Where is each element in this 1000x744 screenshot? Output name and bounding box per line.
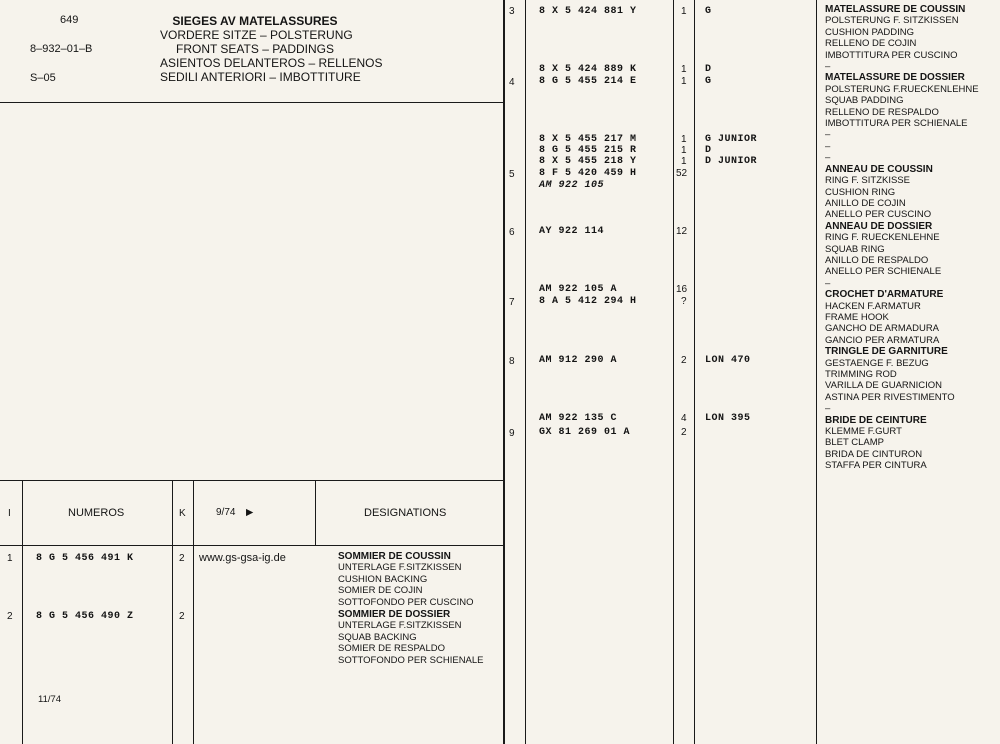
part-number: AY 922 114 xyxy=(539,226,605,237)
quantity: 2 xyxy=(179,553,185,564)
quantity: 2 xyxy=(179,611,185,622)
quantity: 1 xyxy=(681,156,687,167)
row-index: 9 xyxy=(509,428,515,439)
desc-line: SQUAB RING xyxy=(825,243,885,255)
variant: LON 395 xyxy=(705,413,751,424)
part-number: AM 912 290 A xyxy=(539,355,618,366)
desc-line: KLEMME F.GURT xyxy=(825,426,902,438)
row-index: 3 xyxy=(509,6,515,17)
section-code: S–05 xyxy=(30,72,56,84)
desc-line: SOMIER DE RESPALDO xyxy=(338,643,445,655)
rule-right-col-k xyxy=(694,0,695,744)
rule-left-col-desc xyxy=(315,480,316,546)
desc-line: TRIMMING ROD xyxy=(825,369,897,380)
desc-line: – xyxy=(825,140,831,152)
desc-line: MATELASSURE DE DOSSIER xyxy=(825,72,965,84)
variant: D xyxy=(705,64,712,75)
desc-line: RELLENO DE RESPALDO xyxy=(825,106,939,118)
part-number: 8 X 5 455 218 Y xyxy=(539,156,637,167)
quantity: 1 xyxy=(681,6,687,17)
quantity: 1 xyxy=(681,64,687,75)
part-number: 8 A 5 412 294 H xyxy=(539,296,637,307)
rule-table-header-bottom xyxy=(0,545,504,546)
variant: G xyxy=(705,6,712,17)
desc-line: ANILLO DE RESPALDO xyxy=(825,254,929,266)
page-number: 649 xyxy=(60,14,79,26)
part-number: 8 G 5 456 491 K xyxy=(36,553,134,564)
rule-right-col-num xyxy=(673,0,674,744)
desc-line: ANILLO DE COJIN xyxy=(825,197,906,209)
footer-date: 11/74 xyxy=(38,694,62,705)
part-designation xyxy=(825,4,979,472)
desc-line: BRIDE DE CEINTURE xyxy=(825,414,927,426)
desc-line: SQUAB BACKING xyxy=(338,631,417,643)
row-index: 7 xyxy=(509,297,515,308)
part-number: 8 G 5 455 214 E xyxy=(539,76,637,87)
row-index: 1 xyxy=(7,553,13,564)
row-index: 2 xyxy=(7,611,13,622)
website-text: www.gs-gsa-ig.de xyxy=(199,552,286,564)
desc-line: POLSTERUNG F.RUECKENLEHNE xyxy=(825,83,979,95)
desc-line: SOTTOFONDO PER SCHIENALE xyxy=(338,654,484,666)
reference-code: 8–932–01–B xyxy=(30,43,93,55)
quantity: 52 xyxy=(676,168,688,179)
desc-line: SOMMIER DE COUSSIN xyxy=(338,551,451,562)
part-number: AM 922 105 A xyxy=(539,284,618,295)
rule-left-col-i xyxy=(22,480,23,744)
part-number: 8 G 5 455 215 R xyxy=(539,145,637,156)
variant: G JUNIOR xyxy=(705,134,758,145)
desc-line: CUSHION PADDING xyxy=(825,26,915,38)
quantity: 2 xyxy=(681,427,687,438)
title-line: ASIENTOS DELANTEROS – RELLENOS xyxy=(160,56,383,70)
desc-line: SOTTOFONDO PER CUSCINO xyxy=(338,596,474,608)
quantity: 12 xyxy=(676,226,688,237)
date-arrow-icon: ▶ xyxy=(246,507,254,518)
rule-right-col-i xyxy=(525,0,526,744)
desc-line: GANCIO PER ARMATURA xyxy=(825,334,940,346)
desc-line: UNTERLAGE F.SITZKISSEN xyxy=(338,620,462,632)
desc-line: SQUAB PADDING xyxy=(825,95,904,107)
desc-line: – xyxy=(825,61,831,73)
part-number: 8 X 5 424 889 K xyxy=(539,64,637,75)
quantity: ? xyxy=(681,296,687,307)
quantity: 4 xyxy=(681,413,687,424)
desc-line: ASTINA PER RIVESTIMENTO xyxy=(825,391,955,403)
title-line: SIEGES AV MATELASSURES xyxy=(172,14,338,28)
rule-header-bottom xyxy=(0,102,504,103)
desc-line: GANCHO DE ARMADURA xyxy=(825,323,940,335)
desc-line: GESTAENGE F. BEZUG xyxy=(825,357,929,369)
quantity: 1 xyxy=(681,145,687,156)
desc-line: – xyxy=(825,403,831,415)
part-number: GX 81 269 01 A xyxy=(539,427,631,438)
desc-line: – xyxy=(825,277,831,289)
quantity: 1 xyxy=(681,76,687,87)
desc-line: CUSHION RING xyxy=(825,186,896,198)
desc-line: BLET CLAMP xyxy=(825,437,884,449)
desc-line: RELLENO DE COJIN xyxy=(825,38,917,50)
rule-left-vertical-main xyxy=(503,0,505,744)
desc-line: FRAME HOOK xyxy=(825,311,889,323)
desc-line: – xyxy=(825,152,831,164)
part-number: 8 G 5 456 490 Z xyxy=(36,611,134,622)
row-index: 4 xyxy=(509,77,515,88)
title-line: SEDILI ANTERIORI – IMBOTTITURE xyxy=(160,70,361,84)
title-line: VORDERE SITZE – POLSTERUNG xyxy=(160,28,353,42)
desc-line: IMBOTTITURA PER CUSCINO xyxy=(825,49,958,61)
row-index: 8 xyxy=(509,356,515,367)
part-number: AM 922 105 xyxy=(539,180,605,191)
variant: LON 470 xyxy=(705,355,751,366)
desc-line: SOMMIER DE DOSSIER xyxy=(338,609,451,620)
part-designation xyxy=(338,551,473,608)
desc-line: MATELASSURE DE COUSSIN xyxy=(825,4,966,15)
quantity: 16 xyxy=(676,284,688,295)
desc-line: RING F. SITZKISSE xyxy=(825,175,910,187)
part-number: 8 X 5 455 217 M xyxy=(539,134,637,145)
variant: G xyxy=(705,76,712,87)
variant: D JUNIOR xyxy=(705,156,758,167)
col-header-designations: DESIGNATIONS xyxy=(364,507,447,519)
col-header-numeros: NUMEROS xyxy=(68,507,125,519)
col-header-date: 9/74 xyxy=(216,507,236,518)
variant: D xyxy=(705,145,712,156)
part-number: 8 F 5 420 459 H xyxy=(539,168,637,179)
desc-line: UNTERLAGE F.SITZKISSEN xyxy=(338,562,462,574)
desc-line: RING F. RUECKENLEHNE xyxy=(825,232,940,244)
quantity: 2 xyxy=(681,355,687,366)
row-index: 5 xyxy=(509,169,515,180)
desc-line: BRIDA DE CINTURON xyxy=(825,448,923,460)
rule-left-col-num xyxy=(172,480,173,744)
desc-line: ANELLO PER CUSCINO xyxy=(825,209,932,221)
row-index: 6 xyxy=(509,227,515,238)
desc-line: POLSTERUNG F. SITZKISSEN xyxy=(825,15,959,27)
col-header-k: K xyxy=(179,508,186,519)
part-number: 8 X 5 424 881 Y xyxy=(539,6,637,17)
rule-right-col-desc xyxy=(816,0,817,744)
desc-line: TRINGLE DE GARNITURE xyxy=(825,346,948,358)
desc-line: STAFFA PER CINTURA xyxy=(825,460,927,472)
rule-left-col-k xyxy=(193,480,194,744)
desc-line: VARILLA DE GUARNICION xyxy=(825,380,943,392)
page-title xyxy=(160,14,383,84)
part-designation xyxy=(338,609,484,666)
desc-line: HACKEN F.ARMATUR xyxy=(825,300,921,312)
desc-line: CUSHION BACKING xyxy=(338,573,428,585)
desc-line: – xyxy=(825,129,831,141)
quantity: 1 xyxy=(681,134,687,145)
desc-line: IMBOTTITURA PER SCHIENALE xyxy=(825,118,968,130)
desc-line: ANELLO PER SCHIENALE xyxy=(825,266,942,278)
part-number: AM 922 135 C xyxy=(539,413,618,424)
desc-line: CROCHET D'ARMATURE xyxy=(825,289,944,301)
desc-line: SOMIER DE COJIN xyxy=(338,585,423,597)
title-line: FRONT SEATS – PADDINGS xyxy=(175,42,335,56)
col-header-i: I xyxy=(8,508,11,519)
desc-line: ANNEAU DE DOSSIER xyxy=(825,220,933,232)
rule-table-top xyxy=(0,480,504,481)
desc-line: ANNEAU DE COUSSIN xyxy=(825,163,933,175)
